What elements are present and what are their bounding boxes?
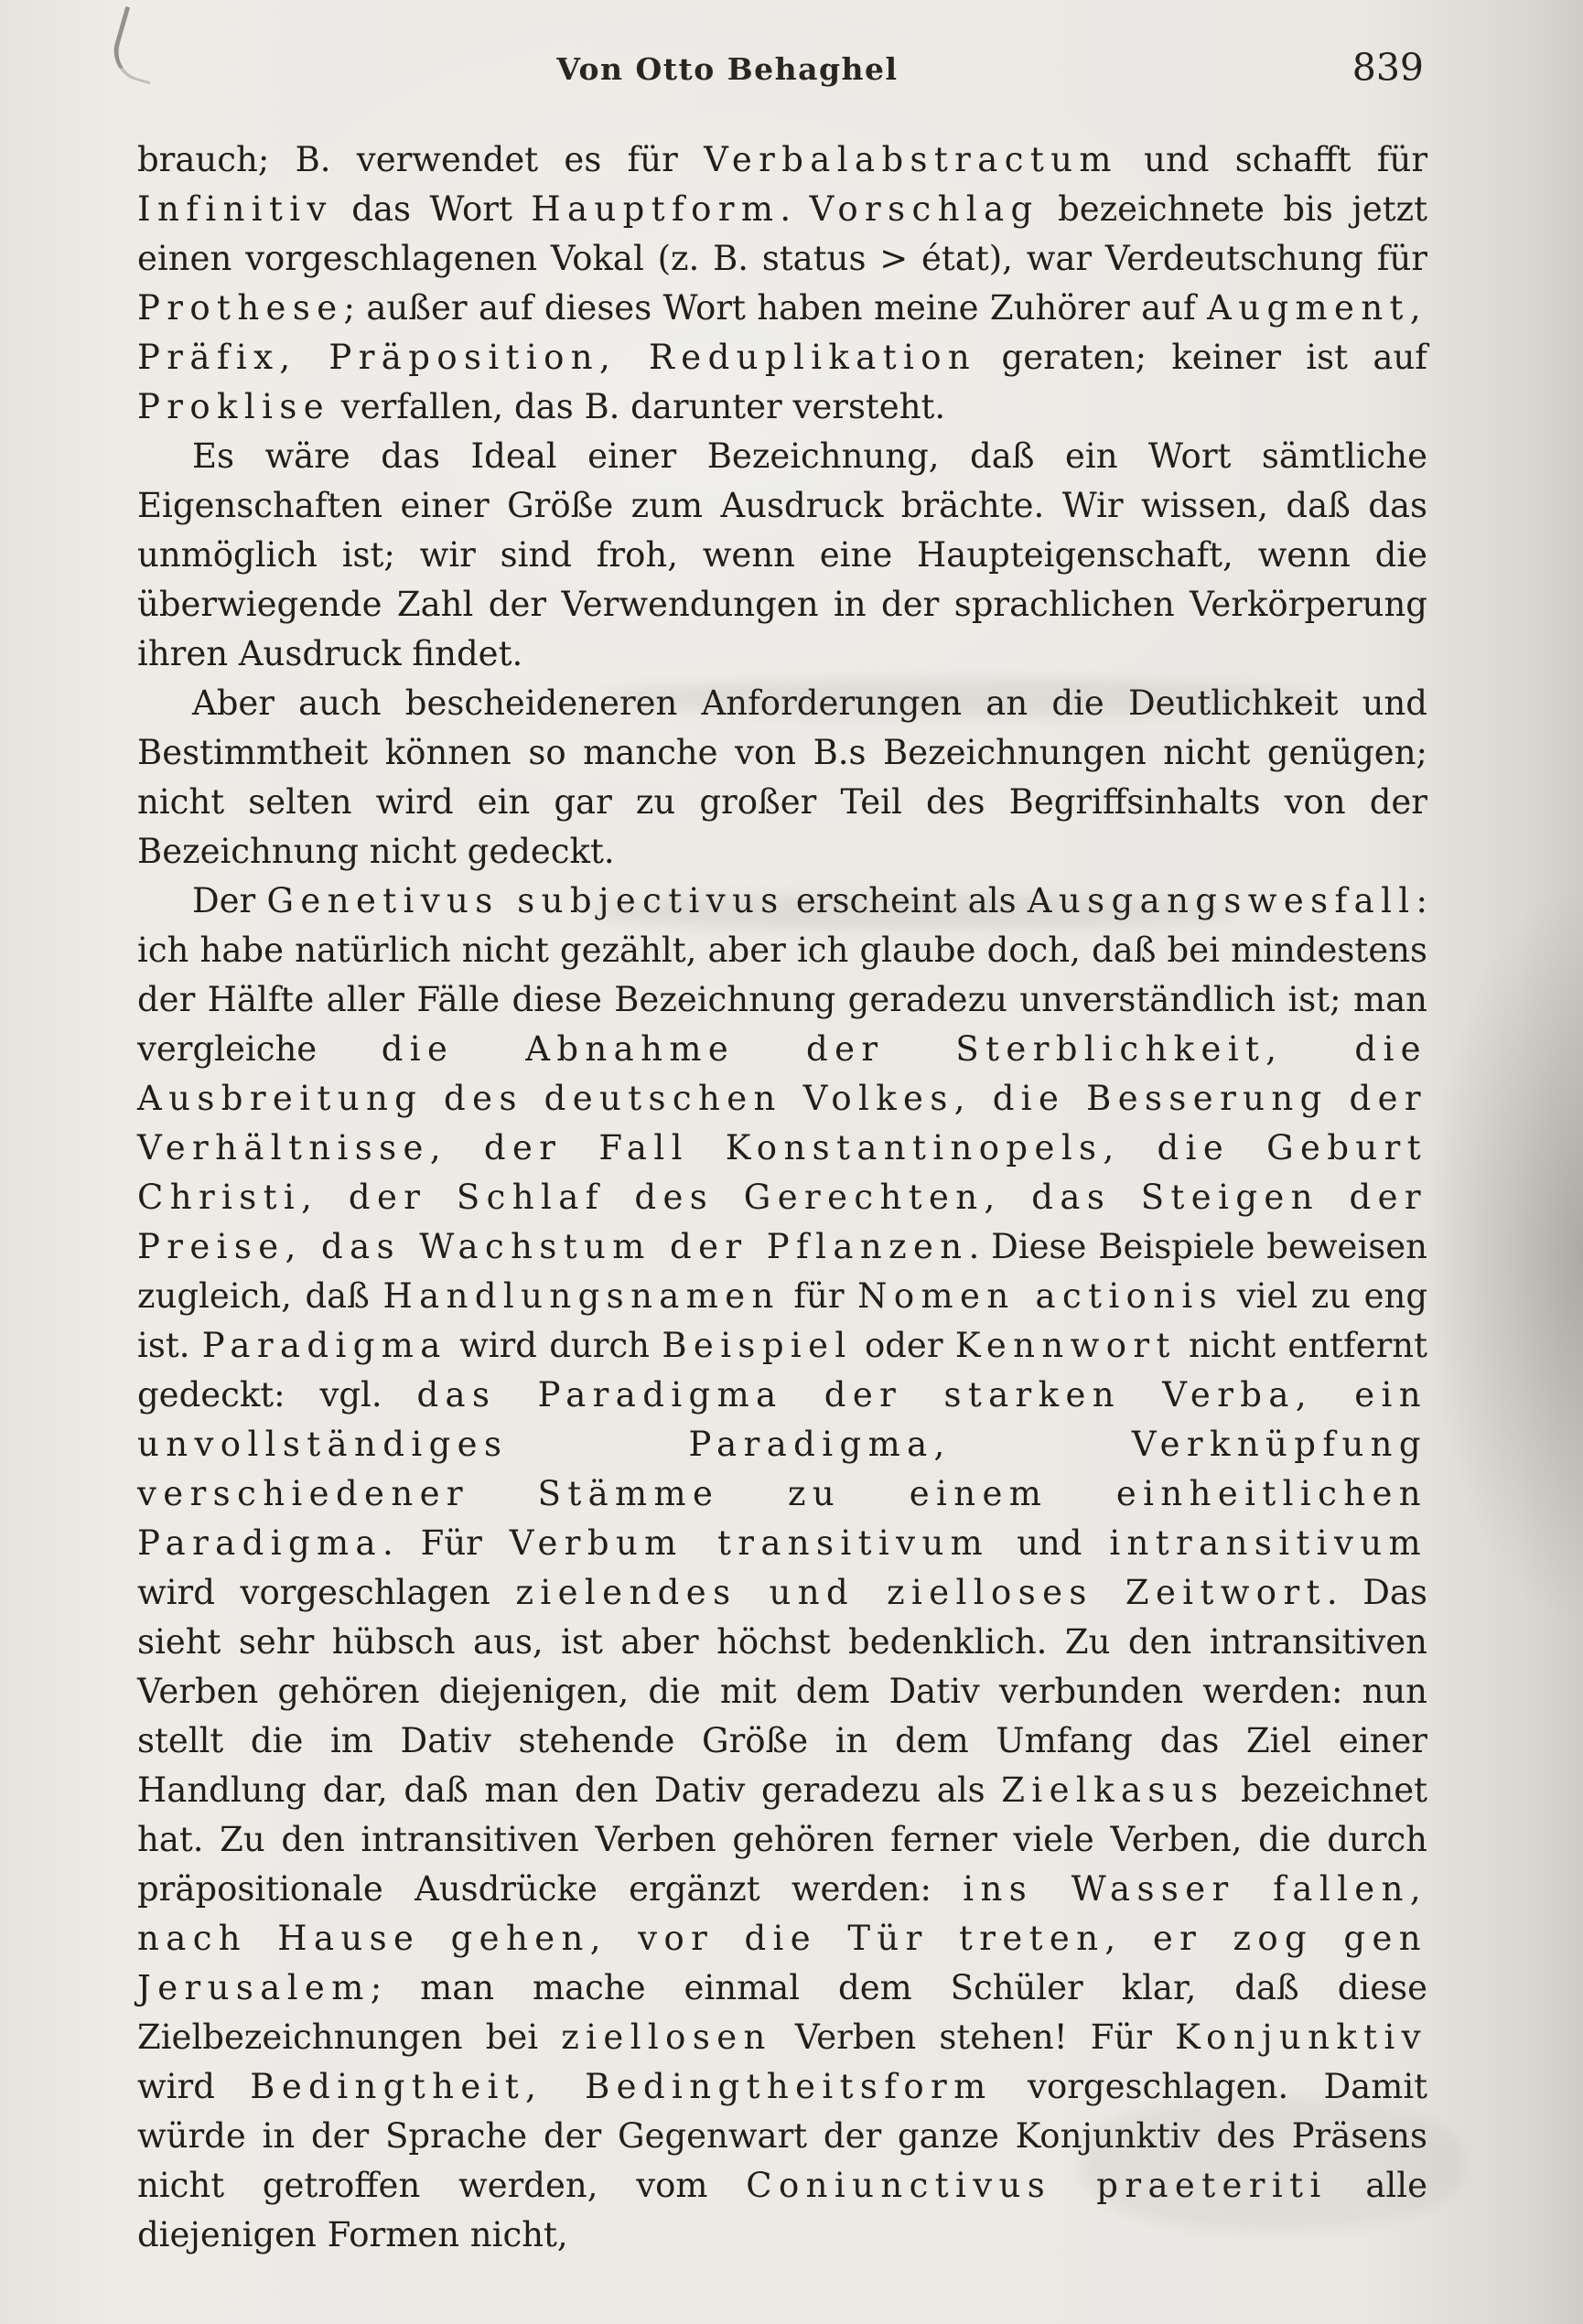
text-run: . Für <box>382 1523 510 1563</box>
text-run: oder <box>852 1326 955 1365</box>
emphasized-term: Vorschlag <box>809 189 1039 229</box>
text-run: verfallen, das B. darunter versteht. <box>330 387 946 426</box>
emphasized-term: Zielkasus <box>1001 1770 1225 1810</box>
text-run: wird durch <box>447 1326 662 1365</box>
emphasized-term: Kennwort <box>954 1326 1177 1365</box>
body-text <box>137 135 1427 2260</box>
emphasized-term: Prothese <box>137 288 344 328</box>
emphasized-term: Proklise <box>137 387 331 426</box>
text-run: das Wort <box>332 189 532 229</box>
emphasized-term: Infinitiv <box>137 189 333 229</box>
text-run: für <box>780 1276 858 1316</box>
emphasized-term: Hauptform <box>531 189 781 229</box>
text-run: wird <box>137 2067 251 2106</box>
page-number: 839 <box>1351 46 1424 90</box>
text-run: viel zu eng ist. <box>137 1276 1428 1365</box>
emphasized-term: zielendes und zielloses Zeitwort <box>515 1573 1327 1612</box>
running-header-author: Von Otto Behaghel <box>556 51 899 87</box>
emphasized-term: Coniunctivus praeteriti <box>746 2166 1328 2205</box>
text-run: Es wäre das Ideal einer Bezeichnung, daß ein Wort sämtliche Eigenschaften einer Größe zum Ausdruck brächte. Wir wissen, daß das unmöglich ist; wir sind froh, wenn eine Haupteigenschaft, wenn die überwiegende Zahl der Verwendungen in der sprachlichen Verkörperung ihren Ausdruck findet. <box>137 436 1427 673</box>
emphasized-term: ziellosen <box>561 2017 772 2057</box>
emphasized-term: intransitivum <box>1109 1523 1427 1563</box>
text-run: vorgeschlagen. Damit würde in der Sprache der Gegenwart der ganze Konjunktiv des Präsens nicht getroffen werden, vom <box>137 2067 1428 2205</box>
emphasized-term: Beispiel <box>662 1326 853 1365</box>
paragraph <box>137 135 1427 432</box>
emphasized-term: Verbalabstractum <box>704 140 1118 179</box>
emphasized-term: Genetivus subjectivus <box>266 881 785 920</box>
page-header <box>137 46 1427 112</box>
text-run: . Das sieht sehr hübsch aus, ist aber höchst bedenklich. Zu den intransitiven Verben gehören diejenigen, die mit dem Dativ verbunden werden: nun stellt die im Dativ stehende Größe in dem Umfang das Ziel einer Handlung dar, daß man den Dativ geradezu als <box>137 1573 1427 1810</box>
text-run: bezeichnet hat. Zu den intransitiven Verben gehören ferner viele Verben, die durch präpositionale Ausdrücke ergänzt werden: <box>137 1770 1427 1909</box>
text-run: : ich habe natürlich nicht gezählt, aber ich glaube doch, daß bei mindestens der Hälfte aller Fälle diese Bezeichnung geradezu unverständlich ist; man vergleiche <box>137 881 1428 1069</box>
paragraph <box>137 877 1427 2260</box>
text-run: ; man mache einmal dem Schüler klar, daß diese Zielbezeichnungen bei <box>137 1968 1427 2057</box>
text-run: ; außer auf dieses Wort haben meine Zuhörer auf <box>343 288 1208 328</box>
emphasized-term: Ausgangswesfall <box>1027 881 1416 920</box>
text-run: Der <box>192 881 267 920</box>
emphasized-term: Nomen actionis <box>857 1276 1224 1316</box>
text-run: wird vorgeschlagen <box>137 1573 516 1612</box>
emphasized-term: Handlungsnamen <box>382 1276 781 1316</box>
text-run: und schafft für <box>1117 140 1428 179</box>
text-run: brauch; B. verwendet es für <box>137 140 705 179</box>
text-run: bezeichnete bis jetzt einen vorgeschlagenen Vokal (z. B. status > état), war Verdeutschung für <box>137 189 1427 278</box>
text-run: geraten; keiner ist auf <box>976 338 1427 377</box>
paragraph <box>137 432 1427 679</box>
emphasized-term: das Paradigma der starken Verba, ein unvollständiges Paradigma, Verknüpfung verschiedener Stämme zu einem einheitlichen Paradigma <box>137 1375 1427 1563</box>
text-run: und <box>989 1523 1110 1563</box>
emphasized-term: die Abnahme der Sterblichkeit, die Ausbreitung des deutschen Volkes, die Besserung der Verhältnisse, der Fall Konstantinopels, die Geburt Christi, der Schlaf des Gerechten, das Steigen der Preise, das Wachstum der Pflanzen <box>137 1029 1427 1266</box>
text-run: . Diese Beispiele beweisen zugleich, daß <box>137 1227 1427 1316</box>
emphasized-term: Verbum transitivum <box>509 1523 990 1563</box>
paragraph <box>137 679 1427 877</box>
text-run: Aber auch bescheideneren Anforderungen an die Deutlichkeit und Bestimmtheit können so manche von B.s Bezeichnungen nicht genügen; nicht selten wird ein gar zu großer Teil des Begriffsinhalts von der Bezeichnung nicht gedeckt. <box>137 683 1427 871</box>
text-run: Verben stehen! Für <box>771 2017 1176 2057</box>
emphasized-term: Augment, Präfix, Präposition, Reduplikation <box>137 288 1427 377</box>
text-run: alle diejenigen Formen nicht, <box>137 2166 1427 2254</box>
text-run: . <box>780 189 810 229</box>
emphasized-term: Konjunktiv <box>1175 2017 1427 2057</box>
emphasized-term: ins Wasser fallen, nach Hause gehen, vor die Tür treten, er zog gen Jerusalem <box>137 1869 1427 2007</box>
text-run: erscheint als <box>784 881 1028 920</box>
emphasized-term: Bedingtheit, Bedingtheitsform <box>250 2067 993 2106</box>
emphasized-term: Paradigma <box>201 1326 447 1365</box>
text-run: nicht entfernt gedeckt: vgl. <box>137 1326 1427 1415</box>
